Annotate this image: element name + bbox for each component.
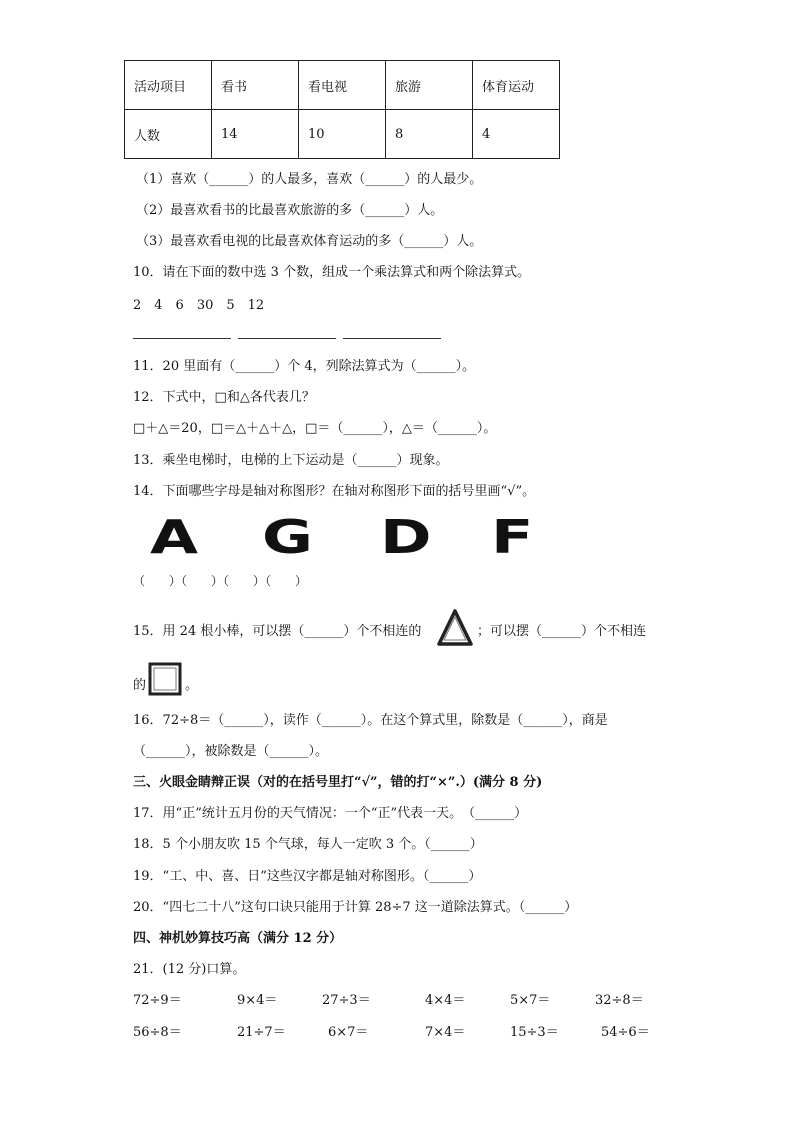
q12-equation: □＋△＝20，□＝△＋△＋△，□＝（______），△＝（______）。	[133, 421, 497, 436]
oral-item: 72÷9＝	[133, 993, 182, 1008]
q10-numbers: 2 4 6 30 5 12	[133, 298, 265, 313]
q16-line2: （______），被除数是（______）。	[133, 744, 329, 759]
table-row	[125, 110, 560, 159]
oral-item: 6×7＝	[328, 1025, 369, 1040]
table-cell: 10	[299, 110, 386, 159]
table-cell: 14	[212, 110, 299, 159]
q15-part3: 的	[133, 678, 147, 693]
table-cell: 人数	[125, 110, 212, 159]
oral-item: 5×7＝	[510, 993, 551, 1008]
q10-text: 10．请在下面的数中选 3 个数，组成一个乘法算式和两个除法算式。	[133, 265, 531, 280]
table-cell: 4	[473, 110, 560, 159]
oral-item: 56÷8＝	[133, 1025, 182, 1040]
letter-f: F	[491, 510, 534, 564]
q15-part2: ；可以摆（______）个不相连	[477, 624, 647, 639]
square-icon	[148, 662, 182, 696]
q19-text: 19．“工、中、喜、日”这些汉字都是轴对称图形。（______）	[133, 869, 482, 884]
q20-text: 20．“四七二十八”这句口诀只能用于计算 28÷7 这一道除法算式。（______）	[133, 900, 578, 915]
answer-blank-3[interactable]	[343, 338, 441, 339]
answer-blank-2[interactable]	[238, 338, 336, 339]
q11-text: 11．20 里面有（______）个 4，列除法算式为（______）。	[133, 359, 476, 374]
table-cell: 8	[386, 110, 473, 159]
letter-a: A	[150, 510, 199, 564]
oral-item: 4×4＝	[425, 993, 466, 1008]
q14-text: 14．下面哪些字母是轴对称图形？在轴对称图形下面的括号里画“√”。	[133, 484, 536, 499]
oral-item: 32÷8＝	[595, 993, 644, 1008]
q9-sub1: （1）喜欢（______）的人最多，喜欢（______）的人最少。	[136, 172, 483, 187]
table-cell: 看电视	[299, 61, 386, 110]
q15-part1: 15．用 24 根小棒，可以摆（______）个不相连的	[133, 624, 422, 639]
oral-item: 9×4＝	[237, 993, 278, 1008]
q16-line1: 16．72÷8＝（______），读作（______）。在这个算式里，除数是（______），商是	[133, 713, 608, 728]
q17-text: 17．用“正”统计五月份的天气情况：一个“正”代表一天。 （______）	[133, 806, 528, 821]
q21-text: 21．(12 分)口算。	[133, 962, 246, 977]
oral-item: 54÷6＝	[601, 1025, 650, 1040]
table-cell: 活动项目	[125, 61, 212, 110]
table-header-row	[125, 61, 560, 110]
q13-text: 13．乘坐电梯时，电梯的上下运动是（______）现象。	[133, 453, 449, 468]
table-cell: 旅游	[386, 61, 473, 110]
q12-text: 12．下式中，□和△各代表几？	[133, 390, 315, 405]
triangle-icon	[436, 608, 474, 648]
oral-item: 21÷7＝	[237, 1025, 286, 1040]
answer-blank-1[interactable]	[133, 338, 231, 339]
oral-item: 15÷3＝	[510, 1025, 559, 1040]
table-cell: 看书	[212, 61, 299, 110]
oral-item: 27÷3＝	[322, 993, 371, 1008]
letter-g: G	[262, 510, 313, 564]
letter-d: D	[380, 510, 432, 564]
oral-item: 7×4＝	[425, 1025, 466, 1040]
q18-text: 18．5 个小朋友吹 15 个气球，每人一定吹 3 个。（______）	[133, 837, 483, 852]
table-cell: 体育运动	[473, 61, 560, 110]
q14-brackets: （ ）（ ）（ ）（ ）	[133, 574, 308, 588]
q15-part4: 。	[185, 678, 199, 693]
section-3-heading: 三、火眼金睛辩正误（对的在括号里打“√”，错的打“×”.）(满分 8 分)	[133, 775, 543, 790]
q9-sub2: （2）最喜欢看书的比最喜欢旅游的多（______）人。	[136, 203, 444, 218]
section-4-heading: 四、神机妙算技巧高（满分 12 分）	[133, 931, 343, 946]
q9-sub3: （3）最喜欢看电视的比最喜欢体育运动的多（______）人。	[136, 234, 483, 249]
activity-table	[124, 60, 560, 159]
